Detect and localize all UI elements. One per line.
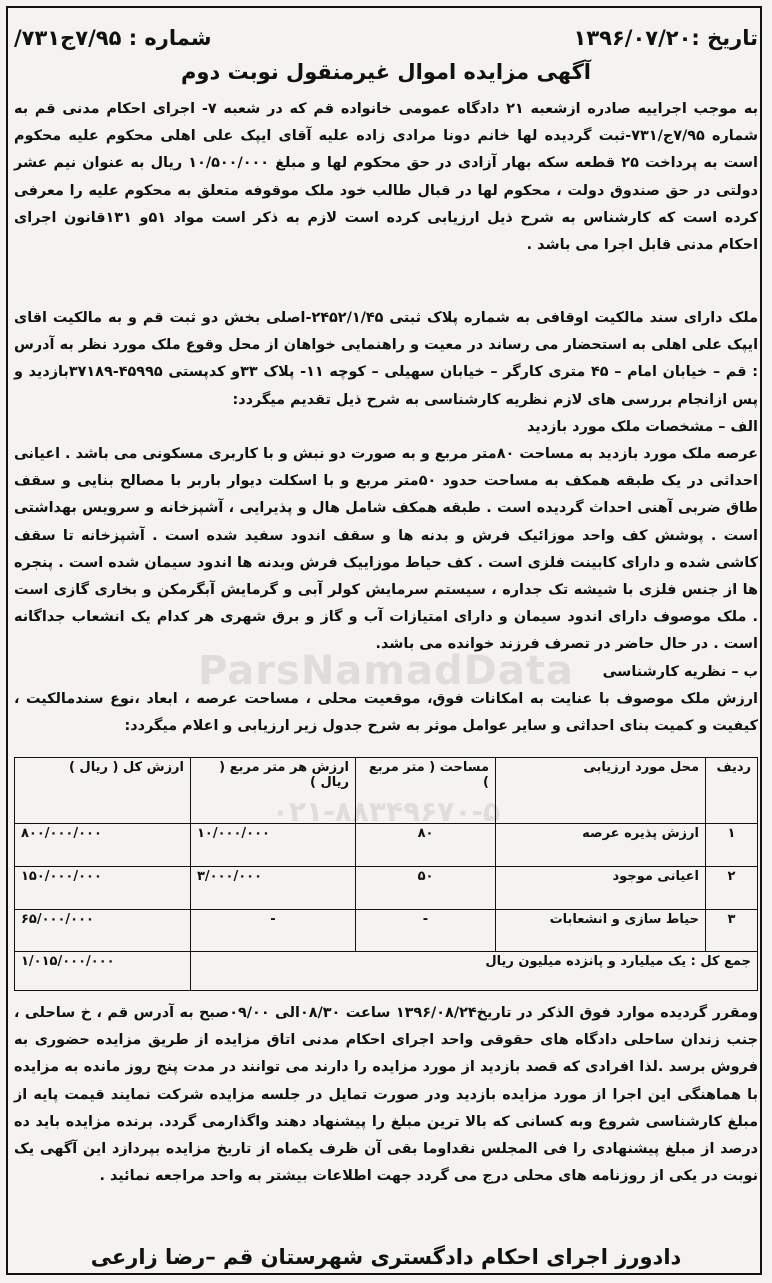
cell-area: - [356,909,496,952]
cell-item: حیاط سازی و انشعابات [496,909,706,952]
header-item: محل مورد ارزیابی [496,758,706,824]
paragraph-specs: عرصه ملک مورد بازدید به مساحت ۸۰متر مربع و به صورت دو نبش و با کاربری مسکونی می باشد . اعیانی احداثی در یک طبقه همکف به مساحت حدود ۵۰متر مربع و با اسکلت دیوار باربر با مصالح بنایی و سقف طاق ضربی آهنی احداث گردیده است . طبقه همکف شامل هال و پذیرایی ، آشپزخانه و سرویس بهداشتی است . پوشش کف واحد موزائیک فرش و بدنه ها و سقف اندود سفید شده است . آشپزخانه تا سقف کاشی شده و دارای کابینت فلزی است . کف حیاط موزاییک فرش وبدنه ها اندود سیمان شده است . پنجره ها از جنس فلزی با شیشه تک جداره ، سیستم سرمایش کولر آبی و گرمایش آبگرمکن و بخاری گازی است . ملک موصوف دارای اندود سیمان و دارای امتیازات آب و گاز و برق شهری هر کدام یک انشعاب جداگانه است . در حال حاضر در تصرف فرزند خوانده می باشد. [14,446,758,653]
table-row [15,866,758,909]
cell-unit-value: - [191,909,356,952]
cell-grand-total: ۱/۰۱۵/۰۰۰/۰۰۰ [15,952,191,991]
closing-paragraph [14,1000,758,1190]
cell-area: ۸۰ [356,824,496,867]
notice-date: تاریخ :۱۳۹۶/۰۷/۲۰ [573,26,758,50]
cell-total-value: ۱۵۰/۰۰۰/۰۰۰ [15,866,191,909]
header-row-number: ردیف [706,758,758,824]
table-total-row [15,952,758,991]
section-heading-specs: الف – مشخصات ملک مورد بازدید [526,418,758,435]
cell-total-value: ۶۵/۰۰۰/۰۰۰ [15,909,191,952]
cell-row-number: ۲ [706,866,758,909]
notice-number: شماره : ۷/۹۵ج۷۳۱/ [14,26,212,50]
cell-row-number: ۳ [706,909,758,952]
watermark-phone: ۰۲۱-۸۸۳۴۹۶۷۰-۵ [271,795,501,828]
header-total-value: ارزش کل ( ریال ) [15,758,191,824]
paragraph-opinion: ارزش ملک موصوف با عنایت به امکانات فوق، موقعیت محلی ، مساحت عرصه ، ابعاد ،نوع سندمالکیت ، کیفیت و کمیت بنای احداثی و سایر عوامل موثر به شرح جدول زیر ارزیابی و اعلام میگردد: [14,690,758,735]
table-header-row [15,758,758,824]
intro-paragraph [14,96,758,259]
cell-total-value: ۸۰۰/۰۰۰/۰۰۰ [15,824,191,867]
cell-unit-value: ۱۰/۰۰۰/۰۰۰ [191,824,356,867]
appraisal-table [14,757,758,991]
paragraph-writ: به موجب اجراییه صادره ازشعبه ۲۱ دادگاه عمومی خانواده قم که در شعبه ۷- اجرای احکام مدنی قم به شماره ۷/۹۵ج/۷۳۱-ثبت گردیده لها خانم دونا مرادی زاده علیه آقای ایپک علی اهلی محکوم علیه محکوم است به پرداخت ۲۵ قطعه سکه بهار آزادی در حق محکوم لها و مبلغ ۱۰/۵۰۰/۰۰۰ ریال به عنوان نیم عشر دولتی در حق صندوق دولت ، محکوم لها در قبال طالب خود ملک موقوفه متعلق به محکوم علیه را معرفی کرده است که کارشناس به شرح ذیل ارزیابی کرده است لازم به ذکر است مواد ۵۱و ۱۳۱قانون اجرای احکام مدنی قابل اجرا می باشد . [14,101,758,254]
section-heading-opinion: ب – نظریه کارشناسی [602,663,758,680]
watermark-brand: ParsNamadData [198,648,574,694]
cell-item: ارزش پذیره عرصه [496,824,706,867]
paragraph-deed: ملک دارای سند مالکیت اوقافی به شماره پلاک ثبتی ۲۴۵۲/۱/۴۵-اصلی بخش دو ثبت قم و به مالکیت اقای ایپک علی اهلی به استحضار می رساند در معیت و راهنمایی خواهان از محل وقوع ملک مورد نظر به آدرس : قم – خیابان امام – ۴۵ متری کارگر – خیابان سهیلی – کوچه ۱۱- پلاک ۳۳و کدپستی ۴۵۹۹۵-۳۷۱۸۹بازدید و پس ازانجام بررسی های لازم نظریه کارشناسی به شرح ذیل تقدیم میگردد: [14,310,758,408]
cell-row-number: ۱ [706,824,758,867]
cell-item: اعیانی موجود [496,866,706,909]
notice-header [14,18,758,58]
table-row [15,824,758,867]
header-unit-value: ارزش هر متر مربع ( ریال ) [191,758,356,824]
cell-area: ۵۰ [356,866,496,909]
cell-total-label: جمع کل : یک میلیارد و پانزده میلیون ریال [191,952,758,991]
property-description [14,305,758,740]
paragraph-auction-terms: ومقرر گردیده موارد فوق الذکر در تاریخ۱۳۹۶/۰۸/۲۴ ساعت ۰۸/۳۰الی ۰۹/۰۰صبح به آدرس قم ، خ ساحلی ، جنب زندان ساحلی دادگاه های حقوقی واحد اجرای احکام مدنی اتاق مزایده از طریق مزایده حضوری به فروش برسد .لذا افرادی که قصد بازدید از مورد مزایده را دارند می توانند در مدت پنج روز مانده به مزایده با هماهنگی این اجرا از مورد مزایده بازدید ودر صورت تمایل در جلسه مزایده شرکت نمایند قیمت پایه از مبلغ کارشناسی شروع وبه کسانی که بالا ترین مبلغ را پیشنهاد دهند واگذارمی گردد. برنده مزایده باید ده درصد از مبلغ پیشنهادی را فی المجلس نقداوما بقی آن ظرف یکماه از تاریخ مزایده بپردازد این آگهی یک نوبت در یکی از روزنامه های محلی درج می گردد جهت اطلاعات بیشتر به واحد مراجعه نمائید . [14,1005,759,1185]
notice-title: آگهی مزایده اموال غیرمنقول نوبت دوم [181,60,591,84]
header-area: مساحت ( متر مربع ) [356,758,496,824]
signature-line: دادورز اجرای احکام دادگستری شهرستان قم –رضا زارعی [90,1245,682,1269]
table-row [15,909,758,952]
cell-unit-value: ۳/۰۰۰/۰۰۰ [191,866,356,909]
